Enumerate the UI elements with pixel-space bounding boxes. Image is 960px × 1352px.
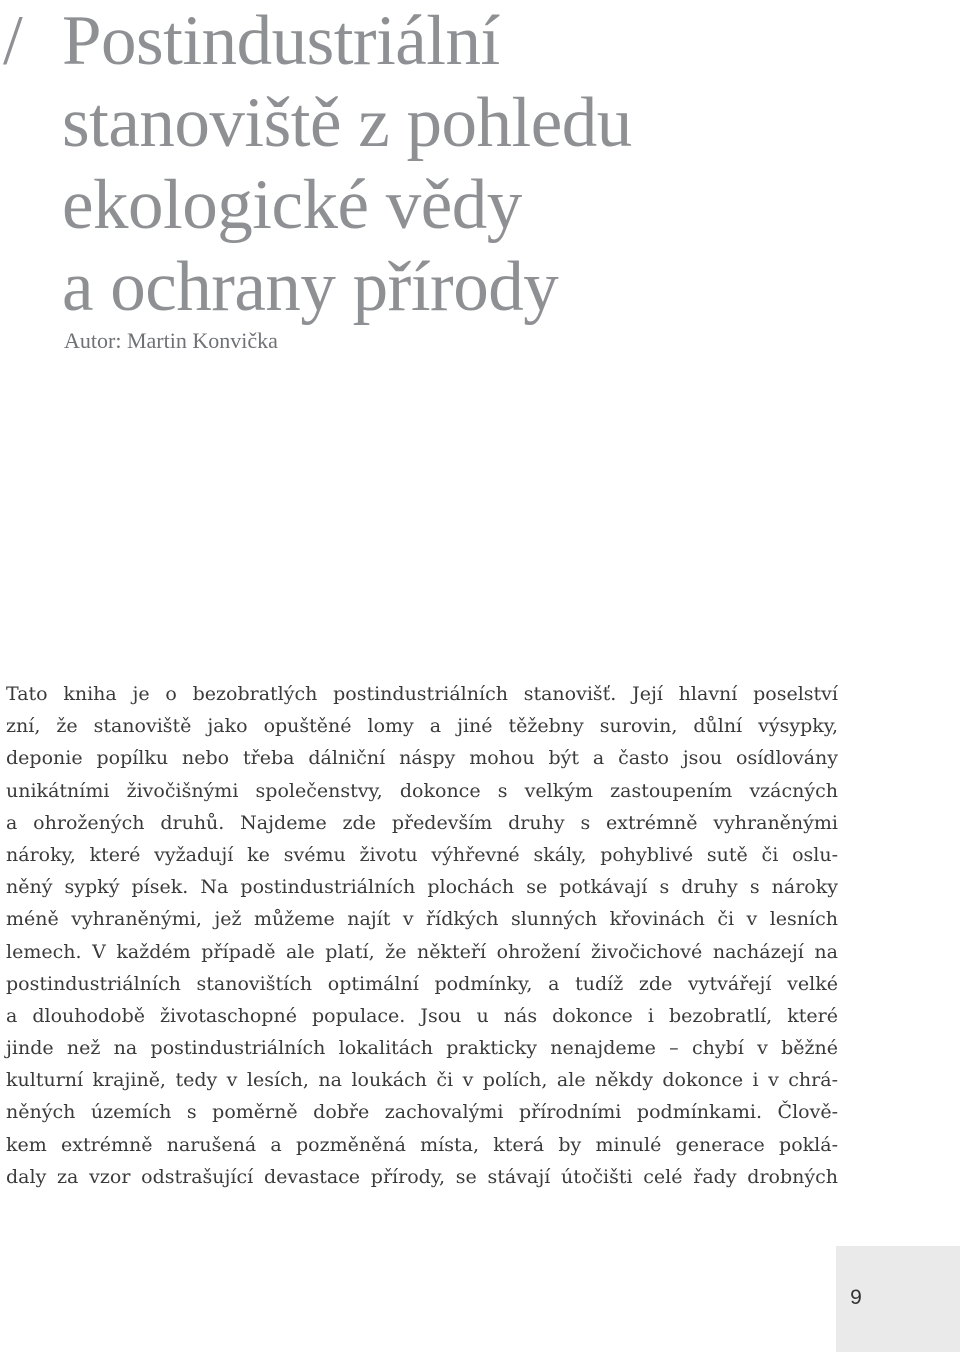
body-line: něný sypký písek. Na postindustriálních plochách se potkávají s druhy s nároky	[6, 876, 838, 899]
body-line: nároky, které vyžadují ke svému životu výhřevné skály, pohyblivé sutě či oslu-	[6, 843, 838, 866]
title-line-1: Postindustriální	[62, 2, 500, 80]
body-line: postindustriálních stanovištích optimální podmínky, a tudíž zde vytvářejí velké	[6, 972, 838, 995]
body-line: lemech. V každém případě ale platí, že někteří ohrožení živočichové nacházejí na	[6, 940, 838, 963]
body-line: unikátními živočišnými společenstvy, dokonce s velkým zastoupením vzácných	[6, 779, 838, 802]
title-line-3: ekologické vědy	[62, 166, 522, 244]
body-line: Tato kniha je o bezobratlých postindustriálních stanovišť. Její hlavní poselství	[6, 683, 838, 705]
title-slash: /	[3, 2, 23, 80]
body-line: méně vyhraněnými, jež můžeme najít v řídkých slunných křovinách či v lesních	[6, 908, 838, 931]
body-line: deponie popílku nebo třeba dálniční náspy mohou být a často jsou osídlovány	[6, 747, 838, 770]
body-line: něných územích s poměrně dobře zachovalými přírodními podmínkami. Člově-	[6, 1101, 838, 1124]
title-line-2: stanoviště z pohledu	[62, 84, 632, 162]
chapter-title	[0, 0, 632, 328]
author-credit: Autor: Martin Konvička	[64, 328, 278, 353]
body-line: a ohrožených druhů. Najdeme zde především druhy s extrémně vyhraněnými	[6, 811, 838, 834]
title-line-4: a ochrany přírody	[62, 248, 559, 326]
body-line: kem extrémně narušená a pozměněná místa, která by minulé generace poklá-	[6, 1133, 838, 1156]
page-number: 9	[850, 1286, 862, 1309]
body-line: kulturní krajině, tedy v lesích, na loukách či v polích, ale někdy dokonce i v chrá-	[6, 1069, 838, 1092]
body-paragraph	[6, 678, 838, 1193]
body-line: daly za vzor odstrašující devastace přírody, se stávají útočišti celé řady drobných	[6, 1165, 838, 1188]
page-number-tab	[836, 1246, 960, 1352]
body-line: jinde než na postindustriálních lokalitách prakticky nenajdeme – chybí v běžné	[6, 1037, 838, 1060]
body-line: a dlouhodobě životaschopné populace. Jsou u nás dokonce i bezobratlí, které	[6, 1004, 838, 1027]
body-line: zní, že stanoviště jako opuštěné lomy a jiné těžebny surovin, důlní výsypky,	[6, 715, 838, 738]
